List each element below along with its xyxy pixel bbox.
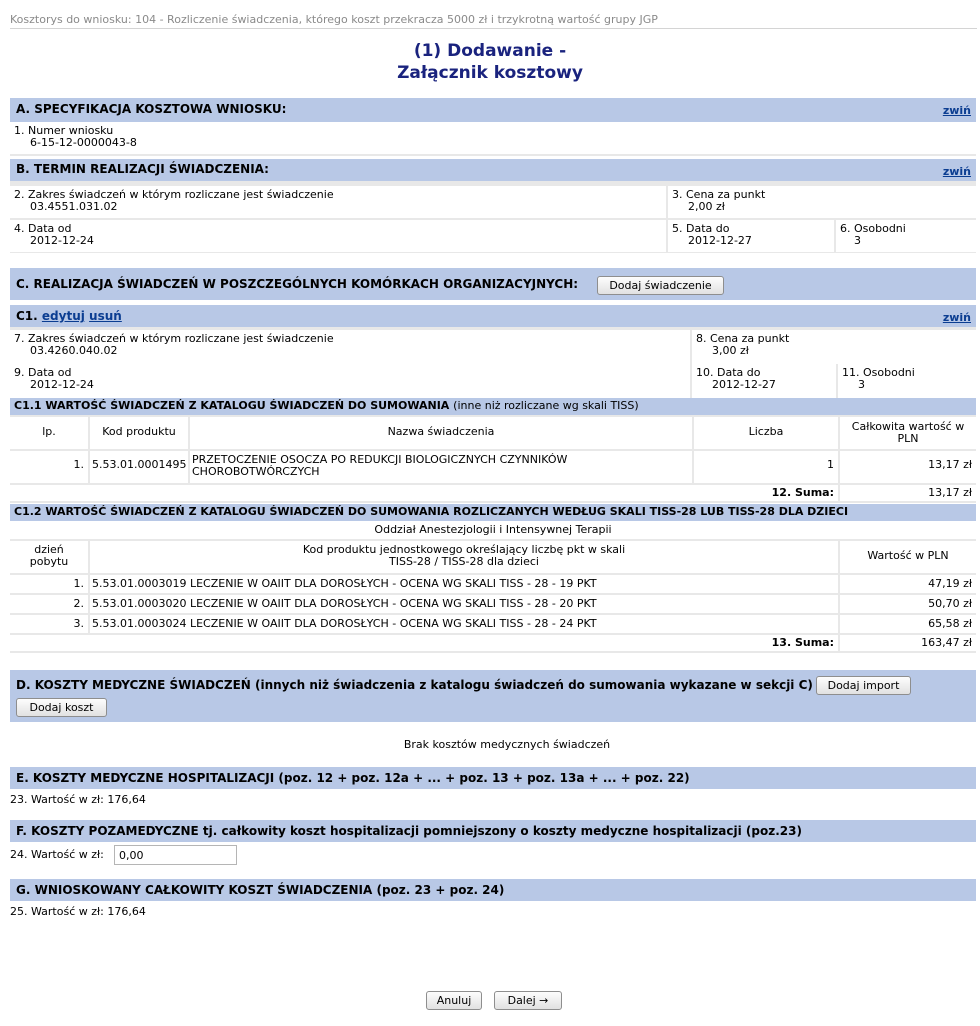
section-e-header	[10, 767, 976, 789]
add-cost-button[interactable]: Dodaj koszt	[16, 698, 107, 717]
person-days-value: 3	[854, 234, 861, 247]
c12-row3-day: 3.	[10, 615, 88, 633]
section-c-title: C. REALIZACJA ŚWIADCZEŃ W POSZCZEGÓLNYCH KOMÓRKACH ORGANIZACYJNYCH:	[16, 277, 579, 291]
section-f-header	[10, 820, 976, 842]
page-title	[0, 40, 980, 84]
c12-col-value: Wartość w PLN	[840, 541, 976, 573]
collapse-section-a-link[interactable]: zwiń	[942, 104, 971, 117]
c11-row-count: 1	[694, 451, 838, 483]
c11-header	[10, 398, 976, 415]
c11-row-code: 5.53.01.0001495	[90, 451, 188, 483]
c11-col-value: Całkowita wartość w PLN	[840, 417, 976, 449]
c1-service-scope-field	[10, 330, 690, 364]
request-number-field	[10, 122, 976, 154]
c12-row2-code: 5.53.01.0003020 LECZENIE W OAIIT DLA DOROSŁYCH - OCENA WG SKALI TISS - 28 - 20 PKT	[90, 595, 838, 613]
c12-col-day	[10, 541, 88, 573]
point-price-field	[668, 186, 976, 218]
date-from-value: 2012-12-24	[30, 234, 94, 247]
c12-col-code	[90, 541, 838, 573]
c11-sum-value: 13,17 zł	[840, 485, 976, 501]
c12-header	[10, 504, 976, 521]
c12-row1-day: 1.	[10, 575, 88, 593]
next-button[interactable]: Dalej →	[494, 991, 562, 1010]
section-b-header	[10, 159, 976, 181]
c1-edit-link[interactable]: edytuj	[41, 309, 85, 323]
c1-person-days-field	[838, 364, 976, 398]
point-price-label: 3. Cena za punkt	[672, 188, 766, 201]
c12-row1-code: 5.53.01.0003019 LECZENIE W OAIIT DLA DOROSŁYCH - OCENA WG SKALI TISS - 28 - 19 PKT	[90, 575, 838, 593]
c1-label: C1.	[16, 309, 38, 323]
breadcrumb: Kosztorys do wniosku: 104 - Rozliczenie świadczenia, którego koszt przekracza 5000 zł i trzykrotną wartość grupy JGP	[10, 13, 658, 26]
date-to-field	[668, 220, 834, 252]
collapse-c1-link[interactable]: zwiń	[942, 311, 971, 324]
c1-point-price-field	[692, 330, 976, 364]
hospitalization-medical-cost-value: 23. Wartość w zł: 176,64	[10, 793, 146, 806]
section-g-header	[10, 879, 976, 901]
section-b-title: B. TERMIN REALIZACJI ŚWIADCZENIA:	[16, 162, 269, 176]
c1-service-scope-label: 7. Zakres świadczeń w którym rozliczane jest świadczenie	[14, 332, 334, 345]
c12-col-code-line1: Kod produktu jednostkowego określający liczbę pkt w skali	[302, 543, 626, 556]
person-days-label: 6. Osobodni	[840, 222, 906, 235]
c1-person-days-value: 3	[858, 378, 865, 391]
page-title-line2: Załącznik kosztowy	[397, 63, 583, 83]
section-d-title: D. KOSZTY MEDYCZNE ŚWIADCZEŃ (innych niż świadczenia z katalogu świadczeń do sumowania wykazane w sekcji C)	[16, 678, 813, 692]
section-a-title: A. SPECYFIKACJA KOSZTOWA WNIOSKU:	[16, 102, 287, 116]
point-price-value: 2,00 zł	[688, 200, 725, 213]
section-c-header	[10, 268, 976, 300]
c12-row1-value: 47,19 zł	[840, 575, 976, 593]
c11-col-code: Kod produktu	[90, 417, 188, 449]
request-number-label: 1. Numer wniosku	[14, 124, 114, 137]
c1-person-days-label: 11. Osobodni	[842, 366, 915, 379]
c12-row2-day: 2.	[10, 595, 88, 613]
cancel-button[interactable]: Anuluj	[426, 991, 482, 1010]
section-a-header	[10, 98, 976, 122]
c12-col-code-line2: TISS-28 / TISS-28 dla dzieci	[389, 555, 539, 568]
c11-title: C1.1 WARTOŚĆ ŚWIADCZEŃ Z KATALOGU ŚWIADCZEŃ DO SUMOWANIA	[14, 399, 450, 412]
c11-col-lp: lp.	[10, 417, 88, 449]
c11-row-name: PRZETOCZENIE OSOCZA PO REDUKCJI BIOLOGICZNYCH CZYNNIKÓW CHOROBOTWÓRCZYCH	[190, 451, 692, 483]
section-g-title: G. WNIOSKOWANY CAŁKOWITY KOSZT ŚWIADCZENIA (poz. 23 + poz. 24)	[16, 883, 505, 897]
c11-col-count: Liczba	[694, 417, 838, 449]
request-number-value: 6-15-12-0000043-8	[30, 136, 137, 149]
c1-date-to-value: 2012-12-27	[712, 378, 776, 391]
c12-col-day-line2: pobytu	[29, 555, 69, 568]
service-scope-value: 03.4551.031.02	[30, 200, 118, 213]
non-medical-cost-input[interactable]: 0,00	[114, 845, 237, 865]
c11-row-value: 13,17 zł	[840, 451, 976, 483]
person-days-field	[836, 220, 976, 252]
date-from-label: 4. Data od	[14, 222, 72, 235]
non-medical-cost-label: 24. Wartość w zł:	[10, 848, 104, 861]
collapse-section-b-link[interactable]: zwiń	[942, 165, 971, 178]
total-cost-value: 25. Wartość w zł: 176,64	[10, 905, 146, 918]
no-medical-costs-text: Brak kosztów medycznych świadczeń	[403, 738, 611, 751]
c1-header	[10, 305, 976, 327]
date-to-value: 2012-12-27	[688, 234, 752, 247]
service-scope-label: 2. Zakres świadczeń w którym rozliczane jest świadczenie	[14, 188, 334, 201]
c1-delete-link[interactable]: usuń	[89, 309, 122, 323]
c12-department: Oddział Anestezjologii i Intensywnej Terapii	[10, 521, 976, 539]
section-f-title: F. KOSZTY POZAMEDYCZNE tj. całkowity koszt hospitalizacji pomniejszony o koszty medyczne hospitalizacji (poz.23)	[16, 824, 802, 838]
c1-point-price-label: 8. Cena za punkt	[696, 332, 790, 345]
c1-date-from-value: 2012-12-24	[30, 378, 94, 391]
c12-sum-label: 13. Suma:	[10, 635, 838, 651]
c1-date-to-field	[692, 364, 836, 398]
c1-service-scope-value: 03.4260.040.02	[30, 344, 118, 357]
date-from-field	[10, 220, 666, 252]
c12-sum-value: 163,47 zł	[840, 635, 976, 651]
c12-row2-value: 50,70 zł	[840, 595, 976, 613]
c1-date-from-label: 9. Data od	[14, 366, 72, 379]
breadcrumb-divider	[10, 28, 977, 29]
c1-point-price-value: 3,00 zł	[712, 344, 749, 357]
c11-sum-label: 12. Suma:	[10, 485, 838, 501]
c12-title: C1.2 WARTOŚĆ ŚWIADCZEŃ Z KATALOGU ŚWIADCZEŃ DO SUMOWANIA ROZLICZANYCH WEDŁUG SKALI TISS-28 LUB TISS-28 DLA DZIECI	[14, 505, 849, 518]
c11-col-name: Nazwa świadczenia	[190, 417, 692, 449]
page-title-line1: (1) Dodawanie -	[413, 41, 567, 61]
c11-row-lp: 1.	[10, 451, 88, 483]
service-scope-field	[10, 186, 666, 218]
c1-date-from-field	[10, 364, 690, 398]
c12-row3-value: 65,58 zł	[840, 615, 976, 633]
c11-subtitle: (inne niż rozliczane wg skali TISS)	[453, 399, 639, 412]
add-import-button[interactable]: Dodaj import	[816, 676, 911, 695]
c12-col-day-line1: dzień	[34, 543, 64, 556]
c1-date-to-label: 10. Data do	[696, 366, 761, 379]
section-e-title: E. KOSZTY MEDYCZNE HOSPITALIZACJI (poz. 12 + poz. 12a + ... + poz. 13 + poz. 13a + ... + poz. 22)	[16, 771, 690, 785]
date-to-label: 5. Data do	[672, 222, 730, 235]
add-service-button[interactable]: Dodaj świadczenie	[597, 276, 724, 295]
c12-row3-code: 5.53.01.0003024 LECZENIE W OAIIT DLA DOROSŁYCH - OCENA WG SKALI TISS - 28 - 24 PKT	[90, 615, 838, 633]
